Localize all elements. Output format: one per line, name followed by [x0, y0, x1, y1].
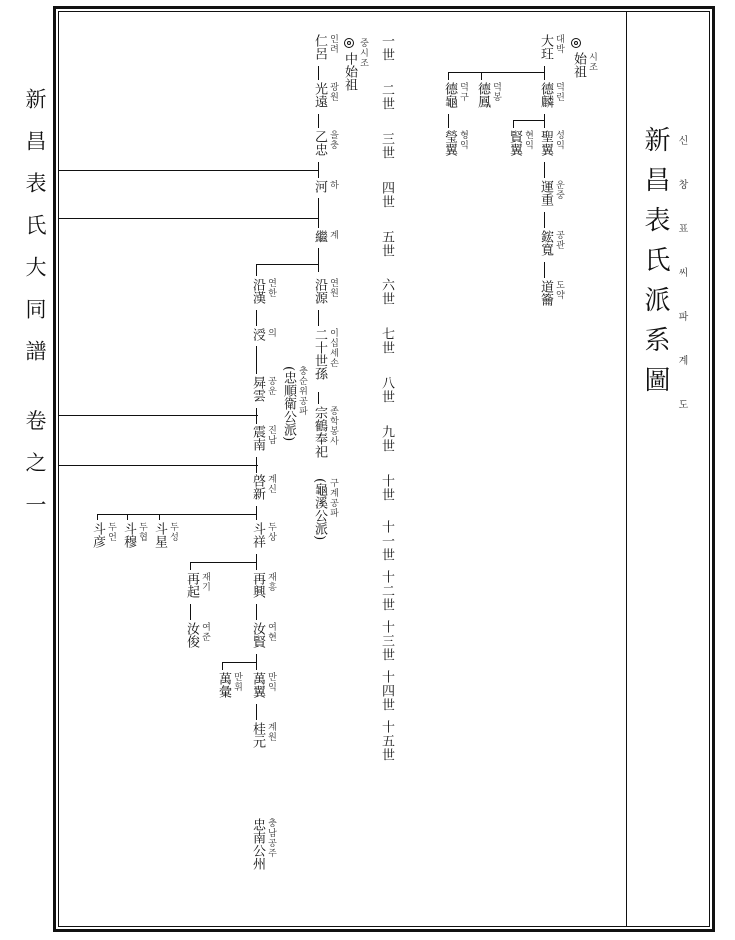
- person-reading: 대박: [554, 34, 564, 54]
- person-reading: 을충: [328, 130, 338, 150]
- generation-label: 八世: [379, 376, 394, 404]
- tree-connector-line: [58, 415, 258, 416]
- generation-label: 十三世: [379, 620, 394, 662]
- person-name: 曻雲: [250, 376, 265, 402]
- person-reading: 충순위공파: [297, 366, 307, 416]
- person-name: 中始祖: [342, 52, 357, 91]
- person-reading: 여준: [200, 622, 210, 642]
- person-reading: 구계공파: [328, 478, 338, 518]
- person-reading: 공관: [554, 230, 564, 250]
- person-name: 仁呂: [312, 34, 327, 60]
- tree-connector-line: [222, 662, 223, 670]
- person-reading: 광원: [328, 82, 338, 102]
- title-divider: [626, 11, 627, 927]
- person-name: 賢翼: [507, 130, 522, 156]
- person-name: 鋐寬: [538, 230, 553, 256]
- person-reading: 시조: [587, 52, 597, 72]
- person-reading: 도약: [554, 280, 564, 300]
- tree-connector-line: [256, 457, 257, 473]
- tree-connector-line: [58, 465, 258, 466]
- person-name: 二十世孫: [312, 328, 327, 380]
- tree-connector-line: [318, 310, 319, 326]
- person-name: 乙忠: [312, 130, 327, 156]
- person-name: 道籥: [538, 280, 553, 306]
- person-reading: 계신: [266, 474, 276, 494]
- tree-connector-line: [256, 506, 257, 520]
- person-reading: 진남: [266, 425, 276, 445]
- residence-reading: 충남공주: [266, 818, 276, 858]
- chart-title-reading: 신창표씨파계도: [676, 135, 687, 443]
- person-name: 大玨: [538, 34, 553, 60]
- tree-connector-line: [513, 120, 545, 121]
- person-reading: 성익: [554, 130, 564, 150]
- generation-label: 二世: [379, 83, 394, 111]
- person-name: 德龜: [442, 82, 457, 108]
- tree-connector-line: [544, 212, 545, 228]
- person-name: 沿漢: [250, 278, 265, 304]
- person-name: 宗鶴奉祀: [312, 406, 327, 458]
- person-name: 運重: [538, 180, 553, 206]
- person-name: 涭: [250, 328, 265, 341]
- tree-connector-line: [318, 248, 319, 272]
- person-name: 萬翼: [250, 672, 265, 698]
- tree-connector-line: [256, 346, 257, 374]
- tree-connector-line: [448, 114, 449, 128]
- generation-label: 十五世: [379, 720, 394, 762]
- tree-connector-line: [448, 72, 545, 73]
- person-reading: 의: [266, 328, 276, 338]
- tree-connector-line: [256, 264, 319, 265]
- tree-connector-line: [256, 408, 257, 424]
- founder-mark-icon: [571, 38, 581, 48]
- person-reading: 이십세손: [328, 328, 338, 368]
- tree-connector-line: [222, 662, 257, 663]
- tree-connector-line: [127, 514, 128, 520]
- person-reading: 계원: [266, 722, 276, 742]
- person-reading: 두상: [266, 522, 276, 542]
- person-reading: 형익: [458, 130, 468, 150]
- generation-label: 十一世: [379, 520, 394, 562]
- person-reading: 덕린: [554, 82, 564, 102]
- generation-label: 九世: [379, 425, 394, 453]
- person-name: 始祖: [571, 52, 586, 78]
- person-name: 再興: [250, 572, 265, 598]
- tree-connector-line: [190, 604, 191, 620]
- person-reading: 인려: [328, 34, 338, 54]
- tree-connector-line: [97, 514, 257, 515]
- person-reading: 연한: [266, 278, 276, 298]
- generation-label: 三世: [379, 132, 394, 160]
- tree-connector-line: [318, 66, 319, 80]
- founder-mark-icon: [344, 38, 354, 48]
- chart-title: 新昌表氏派系圖: [640, 126, 670, 406]
- generation-label: 六世: [379, 278, 394, 306]
- person-reading: 두언: [106, 522, 116, 542]
- generation-label: 十四世: [379, 670, 394, 712]
- tree-connector-line: [318, 392, 319, 404]
- person-name: 啓新: [250, 474, 265, 500]
- person-name: 再起: [184, 572, 199, 598]
- tree-connector-line: [318, 198, 319, 228]
- person-reading: 공운: [266, 376, 276, 396]
- tree-connector-line: [256, 604, 257, 620]
- person-name: 萬彙: [216, 672, 231, 698]
- person-reading: 재흥: [266, 572, 276, 592]
- person-name: 德鳳: [475, 82, 490, 108]
- person-name: 斗穆: [121, 522, 136, 548]
- person-name: (忠順衛公派): [281, 366, 296, 442]
- person-name: 德麟: [538, 82, 553, 108]
- person-reading: 여현: [266, 622, 276, 642]
- book-title-margin: 新昌表氏大同譜 卷之一: [23, 88, 47, 536]
- generation-label: 十二世: [379, 570, 394, 612]
- person-reading: 계: [328, 230, 338, 240]
- generation-label: 四世: [379, 181, 394, 209]
- person-name: 聖翼: [538, 130, 553, 156]
- tree-connector-line: [256, 310, 257, 326]
- generation-label: 七世: [379, 327, 394, 355]
- person-name: 瑩翼: [442, 130, 457, 156]
- person-reading: 연원: [328, 278, 338, 298]
- tree-connector-line: [318, 114, 319, 128]
- person-reading: 만휘: [232, 672, 242, 692]
- tree-connector-line: [256, 704, 257, 720]
- tree-connector-line: [544, 262, 545, 278]
- person-reading: 만익: [266, 672, 276, 692]
- person-reading: 운중: [554, 180, 564, 200]
- person-name: 繼: [312, 230, 327, 243]
- person-name: 桂元: [250, 722, 265, 748]
- person-name: 沿源: [312, 278, 327, 304]
- person-reading: 덕봉: [491, 82, 501, 102]
- person-name: 斗彦: [90, 522, 105, 548]
- person-name: (龜溪公派): [312, 478, 327, 541]
- person-reading: 덕구: [458, 82, 468, 102]
- tree-connector-line: [513, 120, 514, 128]
- person-reading: 중시조: [358, 38, 368, 68]
- generation-label: 五世: [379, 230, 394, 258]
- tree-connector-line: [159, 514, 160, 520]
- person-name: 斗祥: [250, 522, 265, 548]
- person-name: 光遠: [312, 82, 327, 108]
- person-name: 斗星: [152, 522, 167, 548]
- tree-connector-line: [544, 66, 545, 80]
- residence-note: 忠南公州: [250, 818, 265, 870]
- person-reading: 종학봉사: [328, 406, 338, 446]
- person-name: 汝俊: [184, 622, 199, 648]
- person-reading: 두협: [137, 522, 147, 542]
- tree-connector-line: [58, 218, 319, 219]
- tree-connector-line: [97, 514, 98, 520]
- tree-connector-line: [544, 114, 545, 128]
- person-reading: 재기: [200, 572, 210, 592]
- tree-connector-line: [448, 72, 449, 80]
- generation-label: 十世: [379, 474, 394, 502]
- tree-connector-line: [544, 162, 545, 178]
- generation-label: 一世: [379, 34, 394, 62]
- person-reading: 두성: [168, 522, 178, 542]
- tree-connector-line: [256, 264, 257, 276]
- person-name: 汝賢: [250, 622, 265, 648]
- tree-connector-line: [190, 562, 257, 563]
- tree-connector-line: [481, 72, 482, 80]
- person-reading: 하: [328, 180, 338, 190]
- person-reading: 현익: [523, 130, 533, 150]
- person-name: 震南: [250, 425, 265, 451]
- person-name: 河: [312, 180, 327, 193]
- tree-connector-line: [190, 562, 191, 570]
- tree-connector-line: [58, 170, 319, 171]
